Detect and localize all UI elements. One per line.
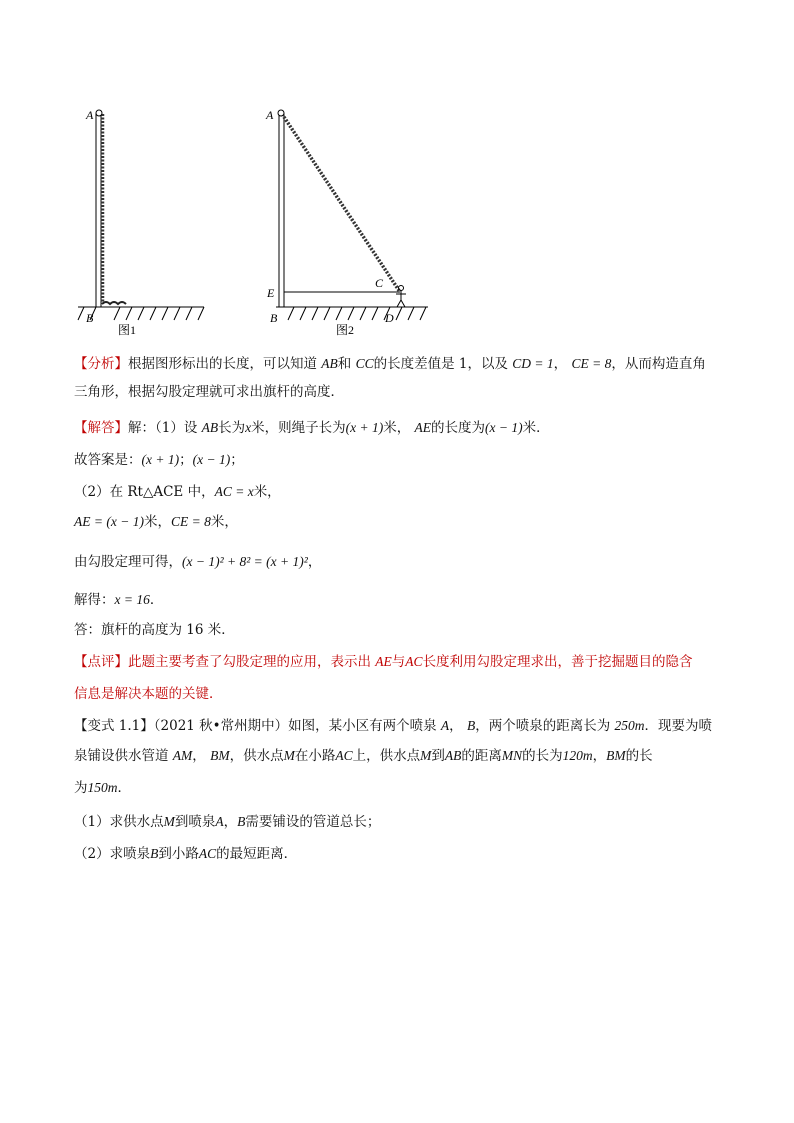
value: 120m	[562, 748, 593, 763]
text: ，	[223, 814, 238, 830]
text: ；	[230, 452, 244, 468]
text: 的长	[625, 748, 653, 764]
text: 解得：	[74, 592, 115, 608]
text: 为	[74, 780, 88, 796]
expr: CD = 1	[512, 356, 554, 371]
text: 到小路	[158, 846, 199, 862]
point-a-label: A	[266, 108, 274, 122]
solution-line-3	[74, 482, 794, 502]
ground-line	[276, 307, 428, 320]
pulley	[96, 110, 102, 116]
text: （1）求供水点	[74, 814, 164, 830]
value: 250m	[614, 718, 645, 733]
text: 上，供水点	[352, 748, 421, 764]
text: 米．	[522, 420, 550, 436]
text: 的长为	[522, 748, 563, 764]
point-a-label: A	[86, 108, 94, 122]
comment-tag: 【点评】	[74, 654, 128, 670]
text: ，	[192, 748, 206, 764]
point-b-label: B	[86, 311, 94, 325]
text: 泉铺设供水管道	[74, 748, 169, 764]
var: AC	[405, 654, 423, 669]
text: ；	[179, 452, 193, 468]
var: B	[466, 718, 476, 733]
text: 米，	[143, 514, 171, 530]
expr: (x − 1)	[485, 420, 523, 435]
text: 解：（1）设	[128, 420, 198, 436]
text: 的最短距离．	[216, 846, 298, 862]
var: BM	[210, 748, 230, 763]
var: AE	[375, 654, 392, 669]
var: BM	[606, 748, 626, 763]
text: ，从而构造直角	[611, 356, 706, 372]
var: CC	[355, 356, 374, 371]
text: ，	[307, 554, 322, 570]
var: AC	[335, 748, 353, 763]
var: A	[215, 814, 224, 829]
solution-line-2	[74, 450, 794, 470]
analysis-line-2: 三角形，根据勾股定理就可求出旗杆的高度．	[74, 384, 344, 400]
solution-line-4	[74, 512, 794, 532]
variant-line-1	[74, 716, 794, 736]
variant-line-2	[74, 746, 794, 766]
figure-2-caption: 图2	[336, 323, 355, 337]
expr: CE = 8	[571, 356, 612, 371]
var: AB	[201, 420, 219, 435]
expr: (x − 1)	[192, 452, 231, 467]
text: 米，	[253, 484, 281, 500]
text: 在小路	[294, 748, 336, 764]
comment-line-2: 信息是解决本题的关键．	[74, 686, 223, 702]
solution-line-6	[74, 590, 794, 610]
text: ，两个喷泉的距离长为	[475, 718, 611, 734]
text: 长度利用勾股定理求出，善于挖掘题目的隐含	[422, 654, 693, 670]
person-figure	[396, 286, 406, 308]
var: AE	[414, 420, 432, 435]
flagpole	[279, 114, 284, 307]
text: 米，则绳子长为	[251, 420, 346, 436]
pulley	[278, 110, 284, 116]
var: AB	[321, 356, 338, 371]
text: 的长度为	[431, 420, 486, 436]
var: x	[245, 420, 252, 435]
text: ．	[149, 592, 164, 608]
text: ，	[592, 748, 607, 764]
text: 与	[391, 654, 406, 670]
text: 的距离	[461, 748, 502, 764]
text: ．	[117, 780, 131, 796]
rope-ac	[282, 114, 400, 292]
text: （2）求喷泉	[74, 846, 151, 862]
point-e-label: E	[267, 286, 275, 300]
text: 的长度差值是 1，以及	[373, 356, 508, 372]
text: 需要铺设的管道总长；	[245, 814, 381, 830]
var: A	[440, 718, 450, 733]
text: 到喷泉	[174, 814, 216, 830]
solution-line-5	[74, 552, 794, 572]
expr: (x + 1)	[345, 420, 384, 435]
expr: AE = (x − 1)	[74, 514, 144, 529]
text: 故答案是：	[74, 452, 142, 468]
text: ．现要为喷	[644, 718, 713, 734]
expr: CE = 8	[170, 514, 211, 529]
point-c-label: C	[375, 276, 384, 290]
var: M	[283, 748, 295, 763]
ground-line	[78, 307, 204, 320]
var: M	[163, 814, 175, 829]
text: 根据图形标出的长度，可以知道	[128, 356, 317, 372]
analysis-tag: 【分析】	[74, 356, 128, 372]
equation: (x − 1)² + 8² = (x + 1)²	[182, 554, 308, 569]
text: 到	[431, 748, 445, 764]
text: ，	[553, 356, 568, 372]
text: 【变式 1.1】（2021 秋•常州期中）如图，某小区有两个喷泉	[74, 718, 437, 734]
expr: (x + 1)	[141, 452, 180, 467]
text: 由勾股定理可得，	[74, 554, 182, 570]
question-1	[74, 812, 794, 832]
figure-1-caption: 图1	[118, 323, 137, 337]
text: （2）在 Rt△ACE 中，	[74, 484, 215, 500]
var: B	[237, 814, 246, 829]
rope-coil	[102, 302, 126, 304]
expr: AC = x	[214, 484, 254, 499]
text: 和	[337, 356, 352, 372]
figure-2	[262, 104, 438, 340]
comment-line-1	[74, 652, 794, 672]
text: 米，	[210, 514, 238, 530]
flagpole	[96, 114, 101, 307]
text: ，供水点	[229, 748, 284, 764]
figure-1	[74, 104, 210, 340]
var: AM	[172, 748, 193, 763]
point-d-label: D	[385, 311, 394, 325]
question-2	[74, 844, 794, 864]
solution-tag: 【解答】	[74, 420, 128, 436]
solution-line-1	[74, 418, 794, 438]
analysis-line-1	[74, 354, 794, 374]
value: 150m	[87, 780, 118, 795]
var: MN	[501, 748, 523, 763]
text: 长为	[218, 420, 246, 436]
expr: x = 16	[114, 592, 150, 607]
var: AB	[444, 748, 462, 763]
var: B	[150, 846, 159, 861]
solution-answer: 答：旗杆的高度为 16 米．	[74, 622, 235, 638]
variant-line-3	[74, 778, 794, 798]
text: 此题主要考查了勾股定理的应用，表示出	[128, 654, 371, 670]
point-b-label: B	[270, 311, 278, 325]
var: M	[420, 748, 432, 763]
text: 米，	[383, 420, 411, 436]
var: AC	[198, 846, 217, 861]
text: ，	[449, 718, 463, 734]
